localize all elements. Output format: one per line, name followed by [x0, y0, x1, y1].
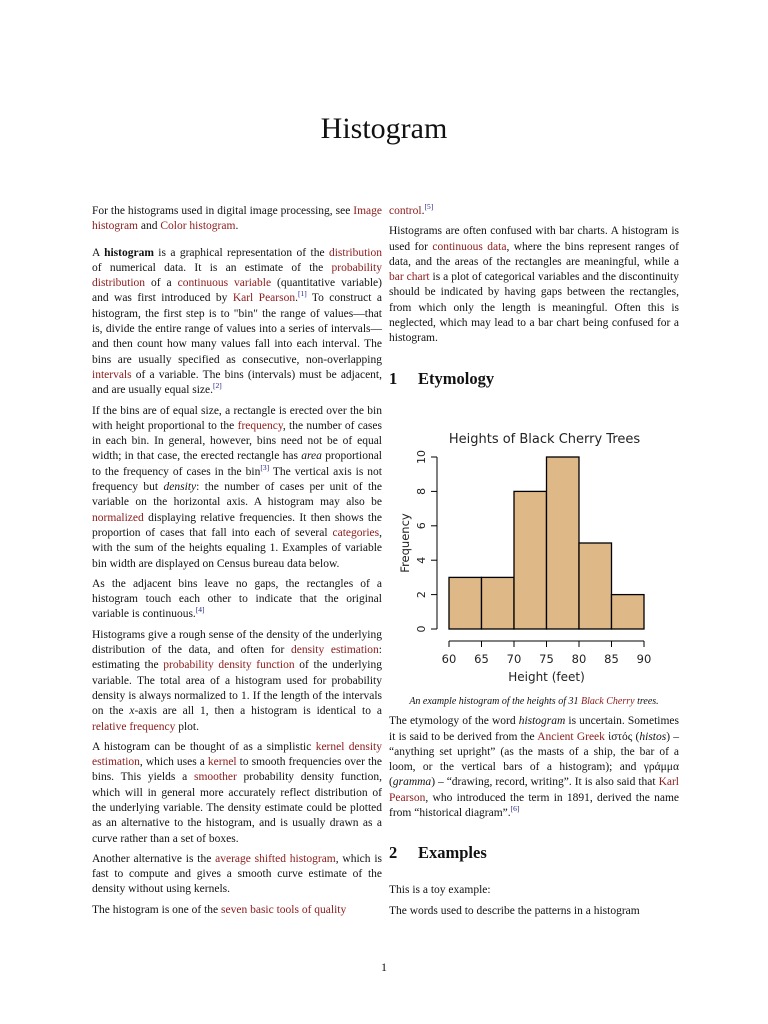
chart-title: Heights of Black Cherry Trees — [448, 431, 641, 447]
citation-1[interactable]: [1] — [297, 289, 307, 299]
paragraph-kernel: A histogram can be thought of as a simplistic kernel density estimation, which uses a kernel to smooth frequencies over the bins. This yields a smoother probability density function, which will in general more accurately reflect distribution of the underlying variable. The density estimate could be plotted as an alternative to the histogram, and is usually drawn as a curve rather than a set of boxes. — [92, 740, 383, 845]
link-image-histogram[interactable]: Image histogram — [92, 205, 382, 233]
citation-3[interactable]: [3] — [260, 462, 270, 472]
x-tick-label: 75 — [539, 651, 554, 666]
citation-6[interactable]: [6] — [510, 804, 520, 814]
link-probability-distribution[interactable]: probability distribution — [92, 261, 382, 290]
link-karl-pearson[interactable]: Karl Pearson — [232, 292, 296, 305]
figure-caption: An example histogram of the heights of 31 Black Cherry trees. — [409, 695, 659, 707]
x-tick-label: 70 — [506, 651, 522, 666]
page-title: Histogram — [320, 112, 448, 145]
link-ancient-greek[interactable]: Ancient Greek — [537, 730, 605, 743]
citation-5[interactable]: [5] — [424, 202, 434, 211]
paragraph-intro: A histogram is a graphical representation of the distribution of numerical data. It is an estimate of the probability distribution of a continuous variable (quantitative variable) and was first introduced by Karl Pearson.[1] To construct a histogram, the first step is to "bin" the range of values—that is, divide the entire range of values into a series of intervals—and then count how many values fall into each interval. The bins are usually specified as consecutive, non-overlapping intervals of a variable. The bins (intervals) must be adjacent, and are usually equal size.[2] — [92, 246, 382, 397]
x-tick-label: 85 — [604, 651, 619, 666]
paragraph-adjacent: As the adjacent bins leave no gaps, the rectangles of a histogram touch each other to indicate that the original variable is continuous.[4] — [92, 577, 382, 621]
histogram-bar — [547, 457, 580, 629]
section-heading-etymology: 1 Etymology — [389, 368, 495, 388]
histogram-chart — [389, 409, 679, 689]
histogram-bar — [449, 577, 482, 629]
link-frequency[interactable]: frequency — [237, 419, 283, 432]
y-tick-label: 4 — [415, 556, 428, 564]
link-kernel-density-estimation[interactable]: kernel density estimation — [92, 740, 382, 769]
paragraph-etymology: The etymology of the word histogram is uncertain. Sometimes it is said to be derived from the Ancient Greek ἱστός (histos) – “anything set upright” (as the masts of a ship, the bar of a loom, or the vertical bars of a histogram); and γράμμα (gramma) – “drawing, record, writing”. It is also said that Karl Pearson, who introduced the term in 1891, derived the name from “historical diagram”.[6] — [389, 715, 679, 820]
link-continuous-data[interactable]: continuous data — [432, 240, 507, 253]
link-distribution[interactable]: distribution — [328, 246, 382, 259]
y-tick-label: 6 — [415, 521, 428, 529]
link-average-shifted-histogram[interactable]: average shifted histogram — [215, 852, 336, 865]
left-column — [92, 204, 382, 923]
paragraph-ash: Another alternative is the average shifted histogram, which is fast to compute and gives a smooth curve estimate of the density without using kernels. — [92, 852, 383, 896]
paragraph-density: Histograms give a rough sense of the density of the underlying distribution of the data, and often for density estimation: estimating the probability density function of the underlying variable. The total area of a histogram used for probability density is always normalized to 1. If the length of the intervals on the x-axis are all 1, then a histogram is identical to a relative frequency plot. — [92, 628, 382, 733]
link-continuous-variable[interactable]: continuous variable — [177, 277, 272, 290]
link-normalized[interactable]: normalized — [92, 511, 144, 524]
link-probability-density-function[interactable]: probability density function — [163, 659, 295, 672]
page-number: 1 — [381, 960, 387, 974]
x-tick-label: 60 — [441, 651, 457, 666]
link-intervals[interactable]: intervals — [92, 368, 132, 381]
x-tick-label: 90 — [636, 651, 652, 666]
section-heading-examples: 2 Examples — [389, 843, 487, 863]
y-tick-label: 8 — [415, 487, 428, 495]
link-quality-control[interactable]: control — [389, 205, 422, 217]
y-tick-label: 10 — [415, 449, 428, 464]
x-axis-label: Height (feet) — [508, 669, 585, 684]
link-bar-chart[interactable]: bar chart — [389, 271, 430, 284]
paragraph-bar-charts: Histograms are often confused with bar charts. A histogram is used for continuous data, where the bins represent ranges of data, and the areas of the rectangles are meaningful, while a bar chart is a plot of categorical variables and the discontinuity should be indicated by having gaps between the rectangles, from which only the length is meaningful. Often this is neglected, which may lead to a bar chart being confused for a histogram. — [389, 225, 679, 345]
citation-2[interactable]: [2] — [213, 381, 222, 391]
link-karl-pearson-2[interactable]: Karl Pearson — [389, 776, 679, 804]
link-density-estimation[interactable]: density estimation — [290, 644, 379, 657]
paragraph-patterns: The words used to describe the patterns in a histogram — [389, 904, 640, 917]
histogram-bar — [612, 594, 645, 628]
paragraph-bins: If the bins are of equal size, a rectangle is erected over the bin with height proportional to the frequency, the number of cases in each bin. In general, however, bins need not be of equal width; in that case, the erected rectangle has area proportional to the frequency of cases in the bin[3] The vertical axis is not frequency but density: the number of cases per unit of the variable on the horizontal axis. A histogram may also be normalized displaying relative frequencies. It then shows the proportion of cases that fall into each of several categories, with the sum of the heights equaling 1. Examples of variable bin width are displayed on Census bureau data below. — [92, 404, 383, 570]
citation-4[interactable]: [4] — [195, 605, 205, 615]
paragraph-control: control.[5] — [389, 202, 434, 217]
link-smoother[interactable]: smoother — [193, 771, 237, 784]
link-relative-frequency[interactable]: relative frequency — [92, 720, 176, 733]
histogram-bar — [482, 577, 515, 629]
x-tick-label: 65 — [474, 651, 489, 666]
link-color-histogram[interactable]: Color histogram — [160, 220, 236, 233]
y-axis-label: Frequency — [398, 512, 412, 573]
histogram-bar — [579, 543, 612, 629]
y-tick-label: 0 — [415, 625, 428, 633]
y-tick-label: 2 — [415, 590, 428, 598]
paragraph-quality: The histogram is one of the seven basic tools of quality — [92, 903, 347, 916]
x-tick-label: 80 — [571, 651, 587, 666]
link-seven-basic-tools[interactable]: seven basic tools of quality — [221, 903, 347, 916]
link-black-cherry[interactable]: Black Cherry — [580, 695, 635, 707]
paragraph-toy-example: This is a toy example: — [389, 884, 491, 897]
right-column — [389, 204, 679, 924]
hatnote: For the histograms used in digital image processing, see Image histogram and Color histogram. — [92, 205, 382, 233]
link-kernel[interactable]: kernel — [207, 756, 237, 769]
link-categories[interactable]: categories — [332, 526, 380, 539]
histogram-bar — [514, 491, 547, 629]
